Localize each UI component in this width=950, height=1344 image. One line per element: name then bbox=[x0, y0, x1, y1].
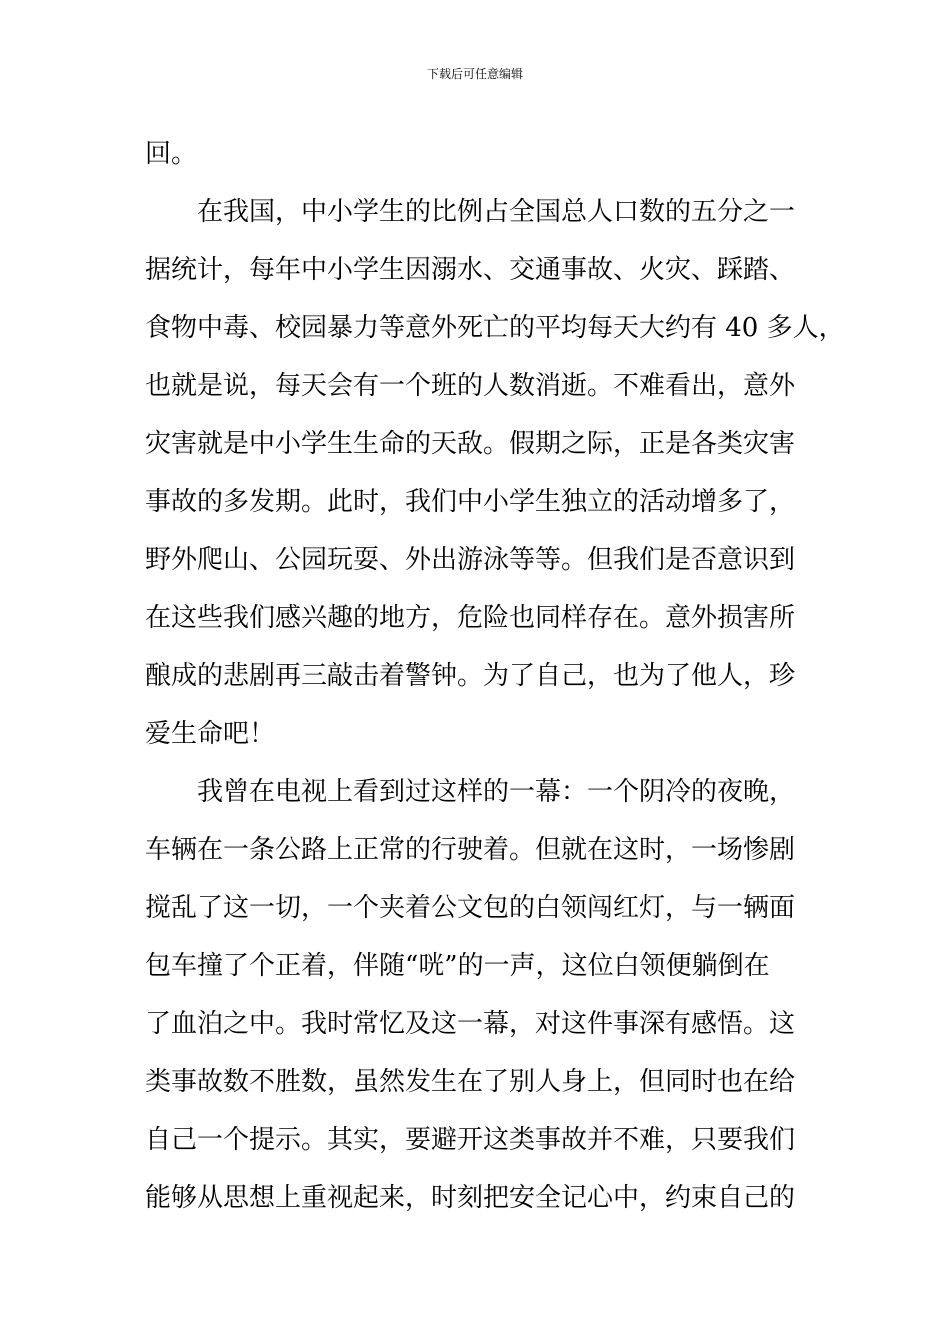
text-line: 包车撞了个正着，伴随“咣”的一声，这位白领便躺倒在 bbox=[145, 951, 770, 981]
text-line: 也就是说，每天会有一个班的人数消逝。不难看出，意外 bbox=[145, 371, 796, 401]
text-line: 酿成的悲剧再三敲击着警钟。为了自己，也为了他人，珍 bbox=[145, 661, 796, 691]
text-line: 野外爬山、公园玩耍、外出游泳等等。但我们是否意识到 bbox=[145, 545, 796, 575]
text-line: 爱生命吧！ bbox=[145, 719, 276, 749]
text-line: 我曾在电视上看到过这样的一幕：一个阴冷的夜晚， bbox=[197, 777, 796, 807]
text-line: 回。 bbox=[145, 139, 198, 169]
text-line: 食物中毒、校园暴力等意外死亡的平均每天大约有 40 多人， bbox=[145, 313, 845, 343]
page-header: 下载后可任意编辑 bbox=[426, 67, 523, 81]
text-line: 能够从思想上重视起来，时刻把安全记心中，约束自己的 bbox=[145, 1183, 796, 1213]
body-text bbox=[145, 125, 845, 1227]
text-line: 据统计，每年中小学生因溺水、交通事故、火灾、踩踏、 bbox=[145, 255, 796, 285]
text-line: 搅乱了这一切，一个夹着公文包的白领闯红灯，与一辆面 bbox=[145, 893, 796, 923]
text-line: 在这些我们感兴趣的地方，危险也同样存在。意外损害所 bbox=[145, 603, 796, 633]
text-line: 在我国，中小学生的比例占全国总人口数的五分之一 bbox=[197, 197, 796, 227]
text-line: 车辆在一条公路上正常的行驶着。但就在这时，一场惨剧 bbox=[145, 835, 796, 865]
text-line: 事故的多发期。此时，我们中小学生独立的活动增多了， bbox=[145, 487, 796, 517]
text-line: 灾害就是中小学生生命的天敌。假期之际，正是各类灾害 bbox=[145, 429, 796, 459]
text-line: 自己一个提示。其实，要避开这类事故并不难，只要我们 bbox=[145, 1125, 796, 1155]
text-line: 了血泊之中。我时常忆及这一幕，对这件事深有感悟。这 bbox=[145, 1009, 796, 1039]
text-line: 类事故数不胜数，虽然发生在了别人身上，但同时也在给 bbox=[145, 1067, 796, 1097]
